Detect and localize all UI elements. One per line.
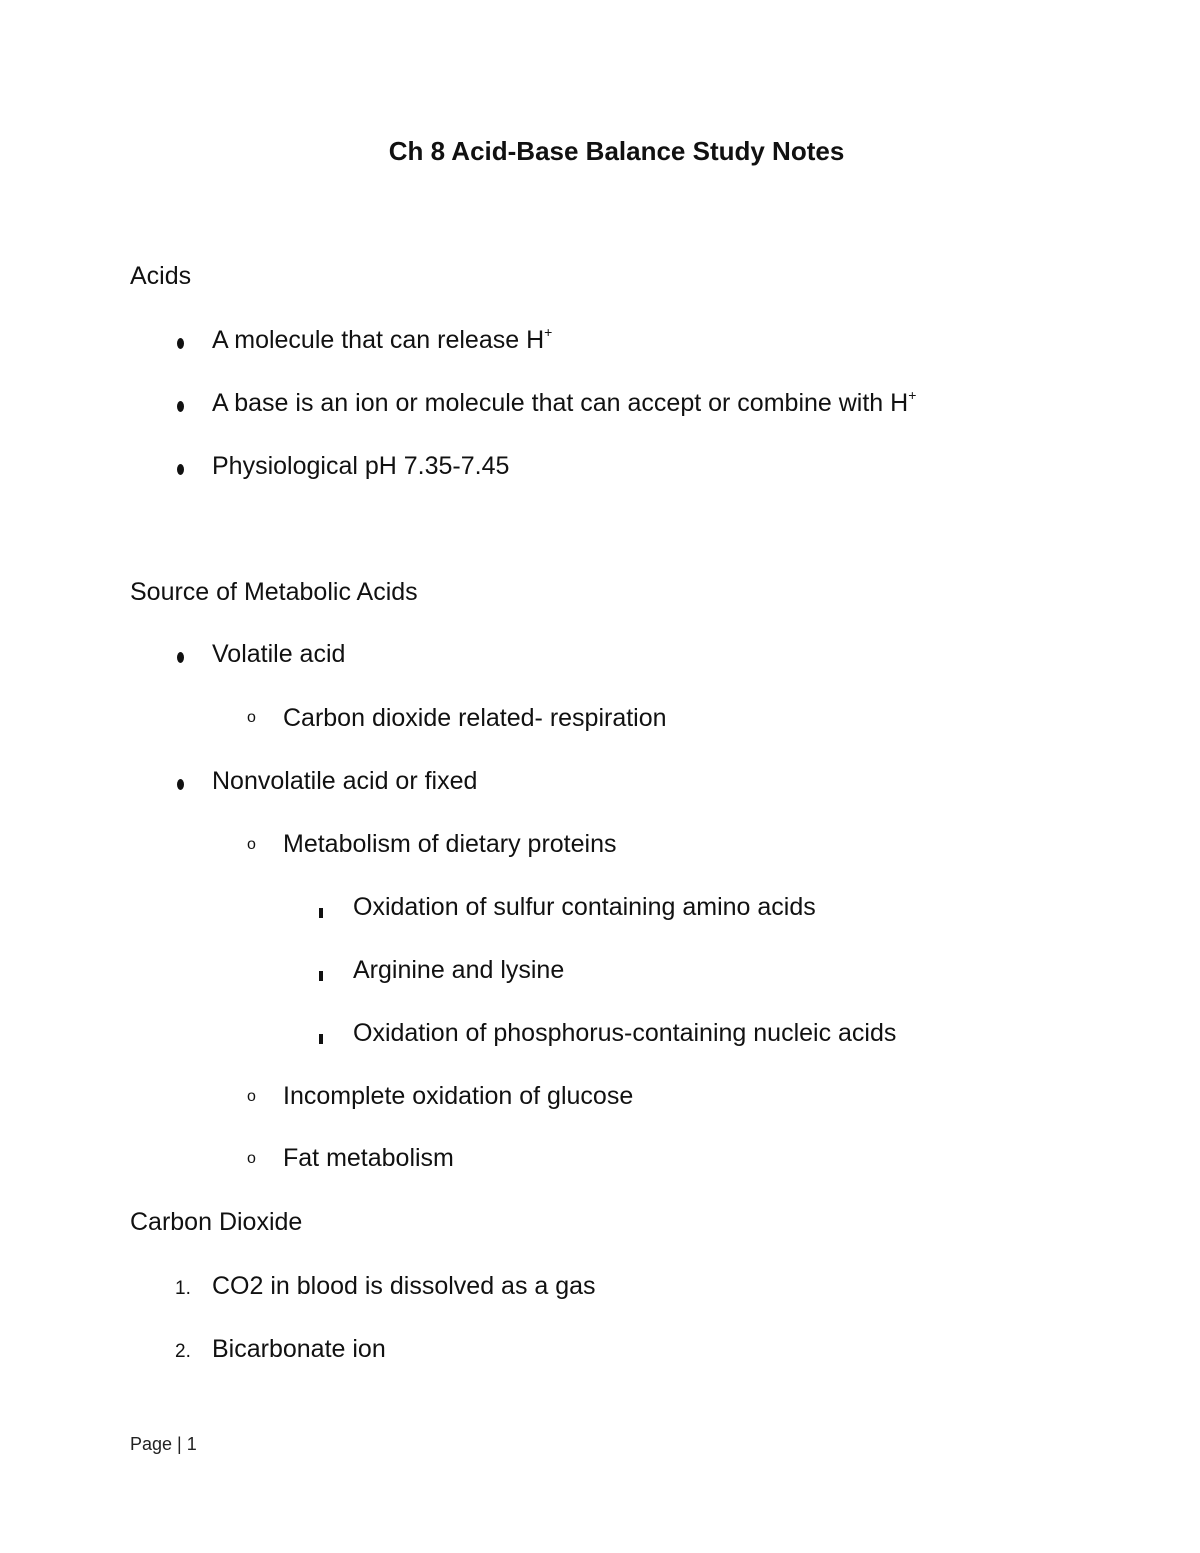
bullet-disc-icon — [177, 464, 184, 475]
bullet-circle-icon: o — [247, 709, 256, 726]
list-number: 1. — [175, 1278, 191, 1299]
bullet-square-icon — [319, 971, 323, 981]
numbered-item: CO2 in blood is dissolved as a gas — [212, 1272, 596, 1300]
list-number: 2. — [175, 1341, 191, 1362]
section-heading-acids: Acids — [130, 262, 192, 290]
list-subitem: Incomplete oxidation of glucose — [283, 1082, 634, 1110]
list-subitem: Carbon dioxide related- respiration — [283, 704, 667, 732]
bullet-circle-icon: o — [247, 1088, 256, 1105]
list-item: Physiological pH 7.35-7.45 — [212, 452, 510, 480]
list-item-nonvolatile-acid: Nonvolatile acid or fixed — [212, 767, 478, 795]
document-title: Ch 8 Acid-Base Balance Study Notes — [388, 136, 845, 166]
list-subitem: Metabolism of dietary proteins — [283, 830, 617, 858]
bullet-disc-icon — [177, 652, 184, 663]
list-subsubitem: Oxidation of phosphorus-containing nucleic acids — [353, 1019, 897, 1047]
bullet-disc-icon — [177, 401, 184, 412]
list-item: A base is an ion or molecule that can accept or combine with H+ — [212, 386, 917, 417]
page-footer: Page | 1 — [130, 1434, 197, 1454]
bullet-circle-icon: o — [247, 1150, 256, 1167]
bullet-disc-icon — [177, 338, 184, 349]
bullet-circle-icon: o — [247, 836, 256, 853]
bullet-square-icon — [319, 1034, 323, 1044]
bullet-square-icon — [319, 908, 323, 918]
list-subsubitem: Arginine and lysine — [353, 956, 565, 984]
bullet-disc-icon — [177, 779, 184, 790]
numbered-item: Bicarbonate ion — [212, 1335, 386, 1363]
section-heading-metabolic-acids: Source of Metabolic Acids — [130, 578, 418, 606]
list-subitem: Fat metabolism — [283, 1144, 454, 1172]
list-item: A molecule that can release H+ — [212, 323, 553, 354]
section-heading-carbon-dioxide: Carbon Dioxide — [130, 1208, 303, 1236]
list-subsubitem: Oxidation of sulfur containing amino acids — [353, 893, 816, 921]
list-item-volatile-acid: Volatile acid — [212, 640, 346, 668]
